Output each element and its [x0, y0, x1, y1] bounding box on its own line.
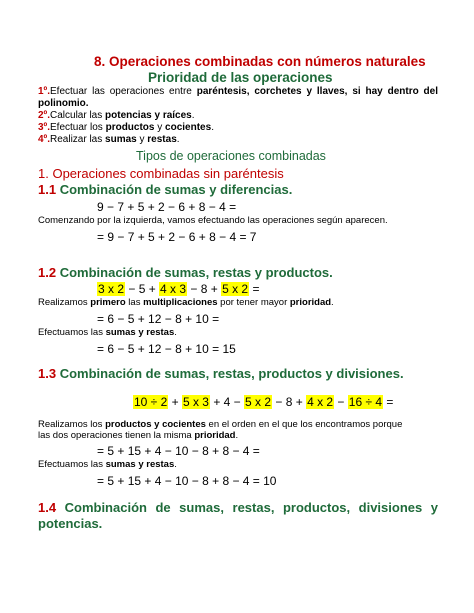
section-1-heading: 1. Operaciones combinadas sin paréntesis	[38, 166, 284, 181]
note-1-3-a: Realizamos los productos y cocientes en el orden en el que los encontramos porque	[38, 419, 403, 430]
rule-1: 1º.Efectuar las operaciones entre paréntesis, corchetes y llaves, si hay dentro del polinomio.	[38, 86, 438, 109]
subsection-1-2-heading: 1.2 Combinación de sumas, restas y productos.	[38, 265, 333, 280]
equation-1-3-b: = 5 + 15 + 4 − 10 − 8 + 8 − 4 =	[97, 444, 260, 458]
subsection-1-3-heading: 1.3 Combinación de sumas, restas, productos y divisiones.	[38, 366, 404, 381]
equation-1-1-b: = 9 − 7 + 5 + 2 − 6 + 8 − 4 = 7	[97, 230, 257, 244]
note-1-2-a: Realizamos primero las multiplicaciones por tener mayor prioridad.	[38, 297, 334, 308]
equation-1-2-a: 3 x 2 − 5 + 4 x 3 − 8 + 5 x 2 =	[98, 282, 260, 296]
equation-1-2-b: = 6 − 5 + 12 − 8 + 10 =	[97, 312, 220, 326]
note-1-2-b: Efectuamos las sumas y restas.	[38, 327, 177, 338]
types-title: Tipos de operaciones combinadas	[136, 149, 326, 163]
page-title: 8. Operaciones combinadas con números naturales	[94, 54, 426, 69]
equation-1-3-a: 10 ÷ 2 + 5 x 3 + 4 − 5 x 2 − 8 + 4 x 2 − 16 ÷ 4 =	[134, 395, 394, 409]
equation-1-2-c: = 6 − 5 + 12 − 8 + 10 = 15	[97, 342, 236, 356]
equation-1-1-a: 9 − 7 + 5 + 2 − 6 + 8 − 4 =	[97, 200, 237, 214]
rule-3: 3º.Efectuar los productos y cocientes.	[38, 122, 214, 133]
note-1-1: Comenzando por la izquierda, vamos efectuando las operaciones según aparecen.	[38, 215, 388, 226]
rule-2: 2º.Calcular las potencias y raíces.	[38, 110, 195, 121]
equation-1-3-c: = 5 + 15 + 4 − 10 − 8 + 8 − 4 = 10	[97, 474, 277, 488]
note-1-3-c: Efectuamos las sumas y restas.	[38, 459, 177, 470]
subsection-1-4-heading: 1.4 Combinación de sumas, restas, productos, divisiones y potencias.	[38, 500, 438, 531]
subsection-1-1-heading: 1.1 Combinación de sumas y diferencias.	[38, 182, 293, 197]
page-subtitle: Prioridad de las operaciones	[148, 70, 333, 85]
note-1-3-b: las dos operaciones tienen la misma prioridad.	[38, 430, 239, 441]
rule-4: 4º.Realizar las sumas y restas.	[38, 134, 180, 145]
